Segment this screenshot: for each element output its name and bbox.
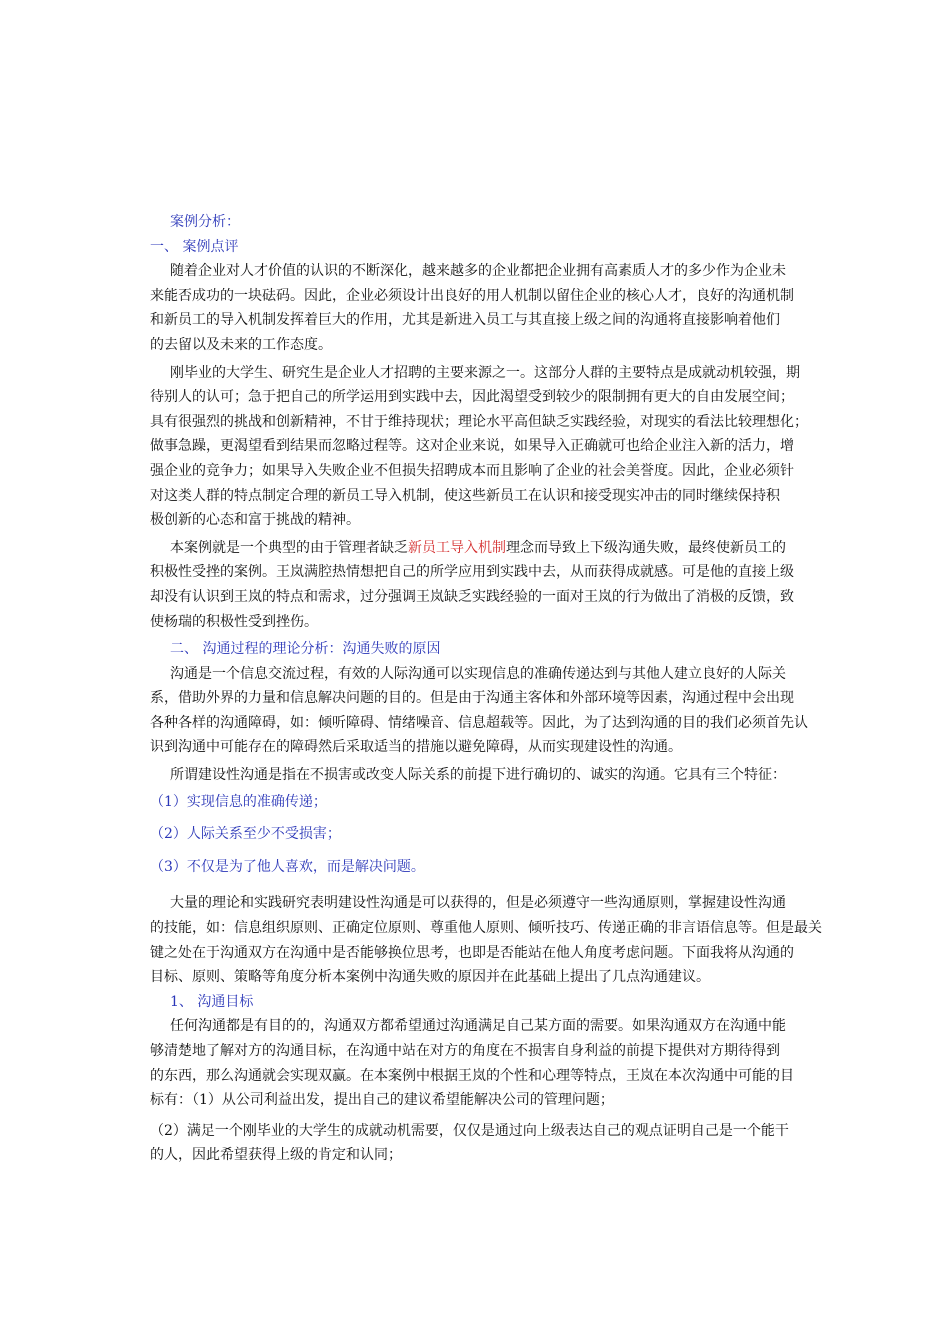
paragraph-7	[150, 1014, 802, 1112]
paragraph-6	[150, 891, 822, 989]
paragraph-line: 的东西，那么沟通就会实现双赢。在本案例中根据王岚的个性和心理等特点，王岚在本次沟通中可能的目	[150, 1067, 794, 1084]
new-employee-induction-link[interactable]: 新员工导入机制	[408, 539, 506, 556]
paragraph-line: 的技能，如：信息组织原则、正确定位原则、尊重他人原则、倾听技巧、传递正确的非言语信息等。但是最关	[150, 920, 822, 937]
paragraph-line: 目标、原则、策略等角度分析本案例中沟通失败的原因并在此基础上提出了几点沟通建议。	[150, 969, 710, 986]
paragraph-line: 刚毕业的大学生、研究生是企业人才招聘的主要来源之一。这部分人群的主要特点是成就动机较强，期	[170, 364, 800, 381]
paragraph-line: 够清楚地了解对方的沟通目标，在沟通中站在对方的角度在不损害自身利益的前提下提供对方期待得到	[150, 1043, 780, 1059]
paragraph-line: 系，借助外界的力量和信息解决问题的目的。但是由于沟通主客体和外部环境等因素，沟通过程中会出现	[150, 690, 794, 707]
paragraph-line: 和新员工的导入机制发挥着巨大的作用，尤其是新进入员工与其直接上级之间的沟通将直接影响着他们	[150, 312, 780, 329]
paragraph-line: 对这类人群的特点制定合理的新员工导入机制，使这些新员工在认识和接受现实冲击的同时继续保持积	[150, 487, 780, 504]
paragraph-line: 识到沟通中可能存在的障碍然后采取适当的措施以避免障碍，从而实现建设性的沟通。	[150, 739, 682, 756]
paragraph-text: 理念而导致上下级沟通失败，最终使新员工的	[506, 539, 786, 556]
paragraph-line: 沟通是一个信息交流过程，有效的人际沟通可以实现信息的准确传递达到与其他人建立良好的人际关	[170, 665, 786, 682]
paragraph-line: 任何沟通都是有目的的，沟通双方都希望通过沟通满足自己某方面的需要。如果沟通双方在沟通中能	[170, 1018, 786, 1035]
paragraph-line: 却没有认识到王岚的特点和需求，过分强调王岚缺乏实践经验的一面对王岚的行为做出了消极的反馈，致	[150, 588, 794, 605]
paragraph-line: 使杨瑞的积极性受到挫伤。	[150, 613, 318, 630]
paragraph-line: （2）满足一个刚毕业的大学生的成就动机需要，仅仅是通过向上级表达自己的观点证明自己是一个能干	[150, 1122, 789, 1139]
feature-item: （1）实现信息的准确传递；	[150, 793, 327, 810]
feature-item: （2）人际关系至少不受损害；	[150, 826, 341, 843]
paragraph-line: 具有很强烈的挑战和创新精神，不甘于维持现状；理论水平高但缺乏实践经验，对现实的看法比较理想化；	[150, 413, 808, 430]
paragraph-line: 标有：（1）从公司利益出发，提出自己的建议希望能解决公司的管理问题；	[150, 1092, 614, 1109]
feature-list	[150, 790, 802, 880]
paragraph-5: 所谓建设性沟通是指在不损害或改变人际关系的前提下进行确切的、诚实的沟通。它具有三个特征：	[170, 767, 786, 784]
paragraph-line: 强企业的竞争力；如果导入失败企业不但损失招聘成本而且影响了企业的社会美誉度。因此，企业必须针	[150, 462, 794, 479]
document-page	[150, 210, 822, 1168]
paragraph-text: 本案例就是一个典型的由于管理者缺乏	[170, 539, 408, 556]
paragraph-line: 来能否成功的一块砝码。因此，企业必须设计出良好的用人机制以留住企业的核心人才，良好的沟通机制	[150, 287, 794, 304]
paragraph-line: 的去留以及未来的工作态度。	[150, 336, 332, 353]
paragraph-line: 极创新的心态和富于挑战的精神。	[150, 512, 360, 529]
section-2-title: 二、 沟通过程的理论分析：沟通失败的原因	[170, 641, 441, 658]
subsection-1-title: 1、 沟通目标	[170, 993, 254, 1010]
feature-item: （3）不仅是为了他人喜欢，而是解决问题。	[150, 858, 425, 875]
section-1-title: 一、 案例点评	[150, 238, 239, 255]
paragraph-line: 键之处在于沟通双方在沟通中是否能够换位思考，也即是否能站在他人角度考虑问题。下面我将从沟通的	[150, 944, 794, 961]
paragraph-line	[150, 536, 802, 561]
paragraph-2	[150, 361, 808, 533]
paragraph-1	[150, 259, 802, 357]
paragraph-3	[150, 536, 802, 634]
paragraph-8	[150, 1119, 802, 1168]
paragraph-line: 待别人的认可；急于把自己的所学运用到实践中去，因此渴望受到较少的限制拥有更大的自由发展空间；	[150, 389, 794, 406]
paragraph-line: 大量的理论和实践研究表明建设性沟通是可以获得的，但是必须遵守一些沟通原则，掌握建设性沟通	[170, 895, 786, 912]
paragraph-4	[150, 662, 808, 760]
paragraph-line: 随着企业对人才价值的认识的不断深化，越来越多的企业都把企业拥有高素质人才的多少作为企业未	[170, 263, 786, 280]
paragraph-line: 的人，因此希望获得上级的肯定和认同；	[150, 1147, 402, 1164]
paragraph-line: 各种各样的沟通障碍，如：倾听障碍、情绪噪音、信息超载等。因此，为了达到沟通的目的我们必须首先认	[150, 714, 808, 731]
case-analysis-heading: 案例分析：	[170, 214, 240, 230]
paragraph-line: 做事急躁，更渴望看到结果而忽略过程等。这对企业来说，如果导入正确就可也给企业注入新的活力，增	[150, 438, 794, 455]
paragraph-line: 积极性受挫的案例。王岚满腔热情想把自己的所学应用到实践中去，从而获得成就感。可是他的直接上级	[150, 564, 794, 581]
